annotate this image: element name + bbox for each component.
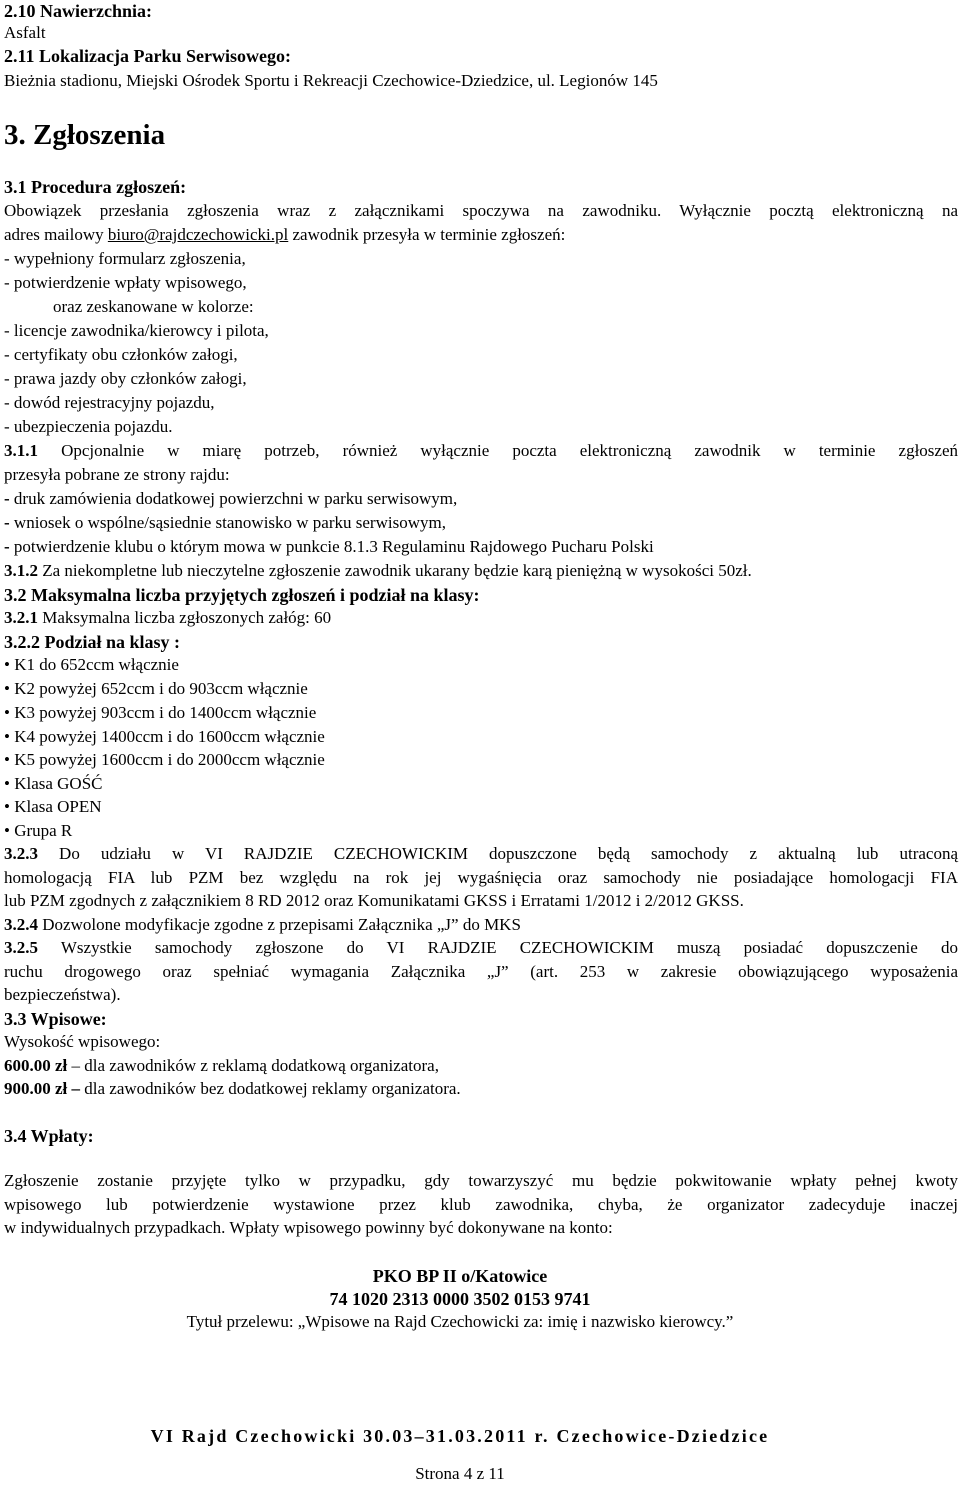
section-heading: 3.1 Procedura zgłoszeń:	[4, 177, 187, 197]
text: K2 powyżej 652ccm i do 903ccm włącznie	[14, 679, 308, 698]
chapter-heading: 3. Zgłoszenia	[4, 119, 166, 151]
text: potwierdzenie klubu o którym mowa w punkcie 8.1.3 Regulaminu Rajdowego Pucharu Polski	[13, 537, 654, 556]
section-heading: 3.3 Wpisowe:	[4, 1009, 107, 1029]
section-heading: 3.2 Maksymalna liczba przyjętych zgłoszeń i podział na klasy:	[4, 585, 480, 605]
section-number: 3.2.3	[4, 844, 38, 863]
paragraph: Bieżnia stadionu, Miejski Ośrodek Sportu i Rekreacji Czechowice-Dziedzice, ul. Legionów 145	[4, 71, 658, 90]
text: Maksymalna liczba zgłoszonych załóg: 60	[42, 608, 332, 627]
bullet-icon: •	[4, 703, 10, 722]
paragraph-line	[4, 440, 958, 462]
section-heading: 3.4 Wpłaty:	[4, 1126, 94, 1146]
fee-amount: 900.00 zł –	[4, 1079, 81, 1098]
text: druk zamówienia dodatkowej powierzchni w parku serwisowym,	[13, 489, 458, 508]
class-list-item	[4, 773, 958, 795]
class-list-item	[4, 654, 958, 676]
paragraph-line	[4, 914, 958, 936]
email-link[interactable]: biuro@rajdczechowicki.pl	[107, 225, 289, 244]
bullet-icon: •	[4, 679, 10, 698]
class-list-item	[4, 796, 958, 818]
paragraph-line: homologacją FIA lub PZM bez względu na rok jej wygaśnięcia oraz samochody nie posiadające homologacji FIA	[4, 868, 958, 887]
class-list-item	[4, 726, 958, 748]
section-number: 3.2.5	[4, 938, 38, 957]
paragraph-line: ruchu drogowego oraz spełniać wymagania Załącznika „J” (art. 253 w zakresie obowiązującego wyposażenia	[4, 962, 958, 981]
paragraph-line: Zgłoszenie zostanie przyjęte tylko w przypadku, gdy towarzyszyć mu będzie pokwitowanie wpłaty pełnej kwoty	[4, 1171, 958, 1190]
class-list-item	[4, 749, 958, 771]
bank-account: 74 1020 2313 0000 3502 0153 9741	[329, 1289, 591, 1309]
paragraph-line: Wysokość wpisowego:	[4, 1032, 161, 1051]
bullet-icon: •	[4, 797, 10, 816]
text: Opcjonalnie w miarę potrzeb, również wyłącznie poczta elektroniczną zawodnik w terminie zgłoszeń	[61, 441, 959, 460]
paragraph-line: Obowiązek przesłania zgłoszenia wraz z załącznikami spoczywa na zawodniku. Wyłącznie pocztą elektroniczną na	[4, 201, 958, 220]
page-number: Strona 4 z 11	[415, 1464, 505, 1483]
section-number: 3.2.4	[4, 915, 38, 934]
text: adres mailowy	[4, 225, 104, 244]
section-number: 3.1.2	[4, 561, 38, 580]
section-number: 3.1.1	[4, 441, 38, 460]
section-heading: 3.2.2 Podział na klasy :	[4, 632, 181, 652]
class-list-item	[4, 678, 958, 700]
transfer-title: Tytuł przelewu: „Wpisowe na Rajd Czechowicki za: imię i nazwisko kierowcy.”	[186, 1312, 734, 1331]
text: wniosek o wspólne/sąsiednie stanowisko w parku serwisowym,	[13, 513, 446, 532]
fee-line	[4, 1078, 958, 1100]
text: K3 powyżej 903ccm i do 1400ccm włącznie	[14, 703, 317, 722]
class-list-item	[4, 702, 958, 724]
bank-name: PKO BP II o/Katowice	[372, 1266, 548, 1286]
list-item	[4, 512, 958, 534]
list-item: oraz zeskanowane w kolorze:	[53, 297, 254, 316]
paragraph: Asfalt	[4, 23, 46, 42]
paragraph-line: przesyła pobrane ze strony rajdu:	[4, 465, 230, 484]
paragraph-line	[4, 937, 958, 959]
list-item: - ubezpieczenia pojazdu.	[4, 417, 173, 436]
class-list-item	[4, 820, 958, 842]
list-item: - potwierdzenie wpłaty wpisowego,	[4, 273, 247, 292]
section-heading: 2.11 Lokalizacja Parku Serwisowego:	[4, 46, 291, 66]
paragraph-line	[4, 607, 958, 629]
footer-event: VI Rajd Czechowicki 30.03–31.03.2011 r. Czechowice-Dziedzice	[150, 1426, 770, 1446]
text: K1 do 652ccm włącznie	[14, 655, 179, 674]
text: Klasa OPEN	[14, 797, 102, 816]
text: zawodnik przesyła w terminie zgłoszeń:	[292, 225, 566, 244]
text: Wszystkie samochody zgłoszone do VI RAJDZIE CZECHOWICKIM muszą posiadać dopuszczenie do	[60, 938, 958, 957]
text: dla zawodników bez dodatkowej reklamy organizatora.	[84, 1079, 461, 1098]
text: Grupa R	[14, 821, 73, 840]
dash: -	[4, 537, 10, 556]
list-item	[4, 488, 958, 510]
list-item: - certyfikaty obu członków załogi,	[4, 345, 238, 364]
text: K5 powyżej 1600ccm i do 2000ccm włącznie	[14, 750, 325, 769]
section-number: 3.2.1	[4, 608, 38, 627]
list-item: - wypełniony formularz zgłoszenia,	[4, 249, 246, 268]
dash: -	[4, 513, 10, 532]
paragraph-line: bezpieczeństwa).	[4, 985, 121, 1004]
section-heading: 2.10 Nawierzchnia:	[4, 1, 152, 21]
paragraph-line: lub PZM zgodnych z załącznikiem 8 RD 2012 oraz Komunikatami GKSS i Erratami 1/2012 i 2/2012 GKSS.	[4, 891, 744, 910]
paragraph-line	[4, 560, 958, 582]
paragraph-line	[4, 843, 958, 865]
text: K4 powyżej 1400ccm i do 1600ccm włącznie	[14, 727, 325, 746]
bullet-icon: •	[4, 750, 10, 769]
paragraph-line: w indywidualnych przypadkach. Wpłaty wpisowego powinny być dokonywane na konto:	[4, 1218, 613, 1237]
bullet-icon: •	[4, 821, 10, 840]
text: Klasa GOŚĆ	[14, 774, 103, 793]
text: Za niekompletne lub nieczytelne zgłoszenie zawodnik ukarany będzie karą pieniężną w wysokości 50zł.	[42, 561, 752, 580]
fee-amount: 600.00 zł	[4, 1056, 68, 1075]
paragraph-line	[4, 224, 958, 246]
paragraph-line: wpisowego lub potwierdzenie wystawione przez klub zawodnika, chyba, że organizator zadecyduje inaczej	[4, 1195, 958, 1214]
bullet-icon: •	[4, 655, 10, 674]
list-item: - prawa jazdy oby członków załogi,	[4, 369, 247, 388]
bullet-icon: •	[4, 727, 10, 746]
bullet-icon: •	[4, 774, 10, 793]
list-item: - dowód rejestracyjny pojazdu,	[4, 393, 215, 412]
dash: -	[4, 489, 10, 508]
list-item: - licencje zawodnika/kierowcy i pilota,	[4, 321, 269, 340]
text: Do udziału w VI RAJDZIE CZECHOWICKIM dopuszczone będą samochody z aktualną lub utraconą	[59, 844, 958, 863]
list-item	[4, 536, 958, 558]
text: – dla zawodników z reklamą dodatkową organizatora,	[71, 1056, 439, 1075]
fee-line	[4, 1055, 958, 1077]
text: Dozwolone modyfikacje zgodne z przepisami Załącznika „J” do MKS	[42, 915, 521, 934]
